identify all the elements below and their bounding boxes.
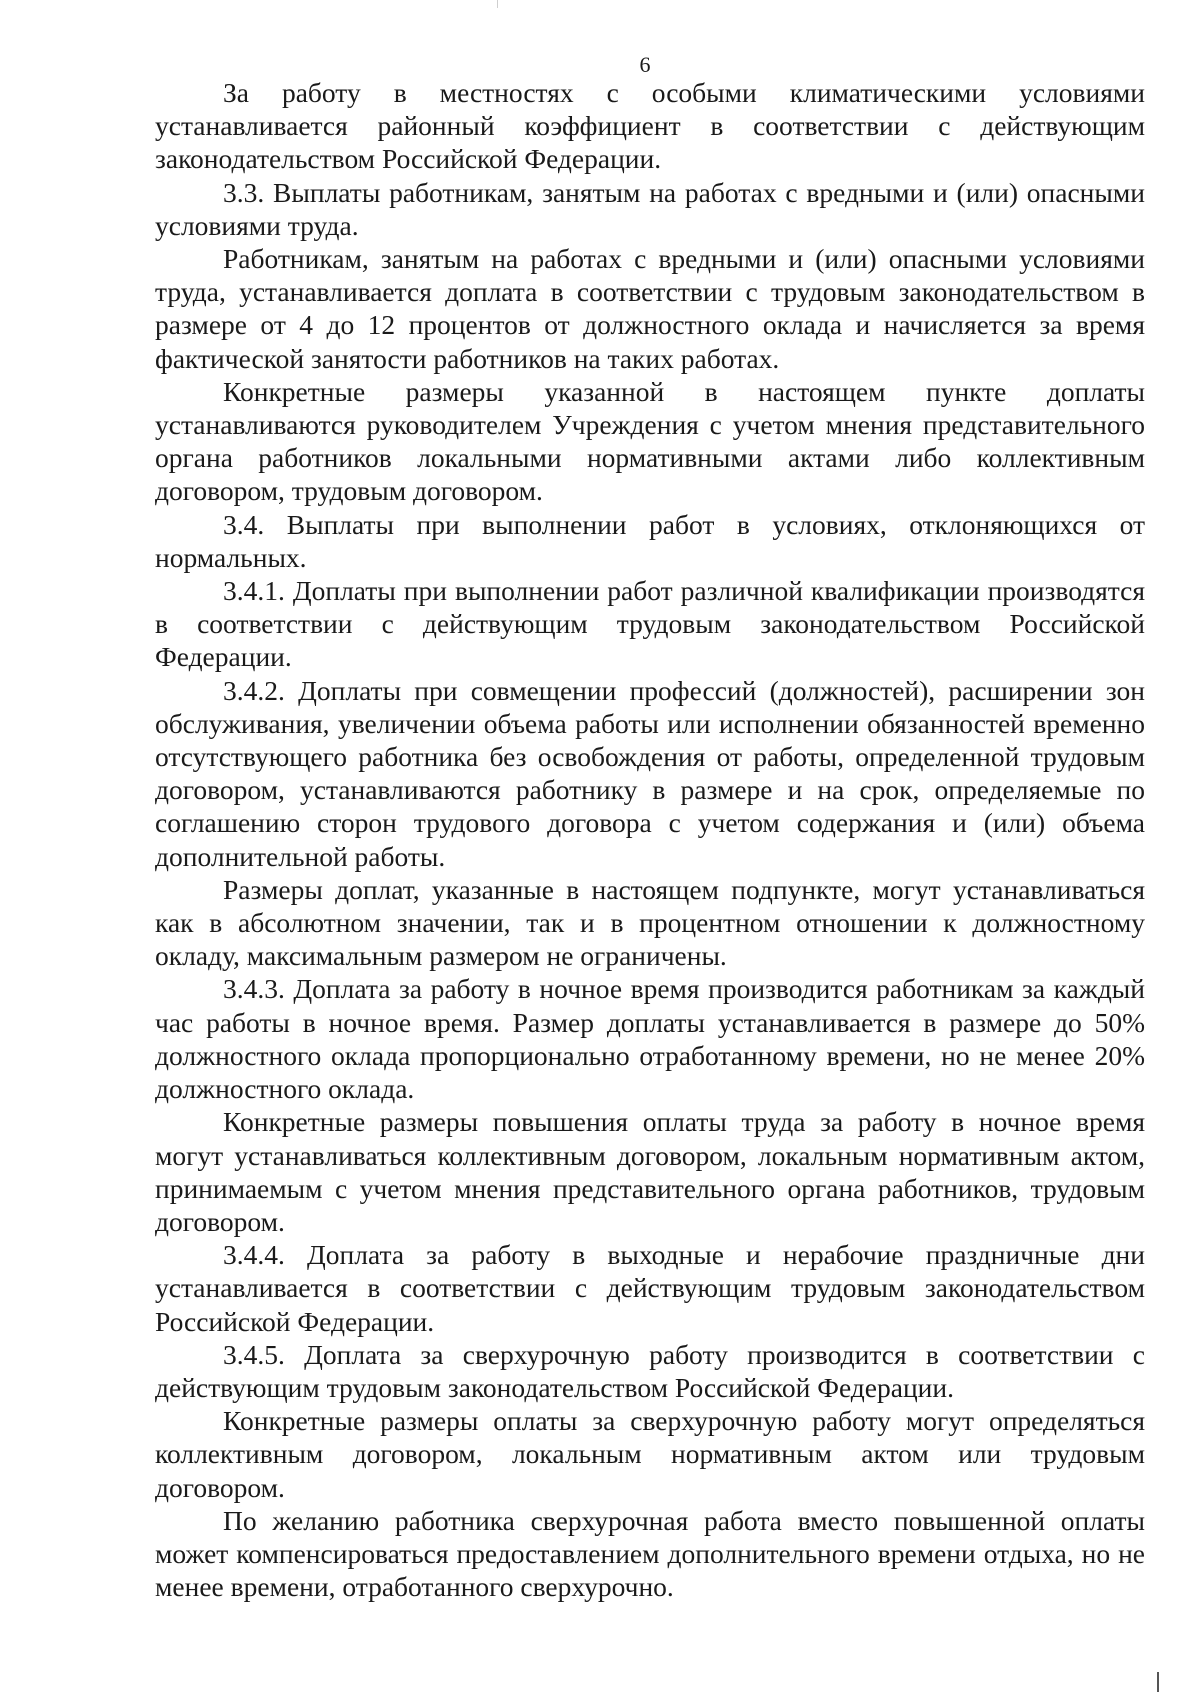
document-body <box>155 76 1145 1603</box>
page-number: 6 <box>639 52 651 77</box>
clause-3-4-1: 3.4.1. Доплаты при выполнении работ различной квалификации производятся в соответствии с действующим трудовым законодательством Российской Федерации. <box>155 575 1145 673</box>
section-heading-3-3: 3.3. Выплаты работникам, занятым на работах с вредными и (или) опасными условиями труда. <box>155 176 1145 241</box>
clause-3-4-5: 3.4.5. Доплата за сверхурочную работу производится в соответствии с действующим трудовым законодательством Российской Федерации. <box>155 1338 1145 1403</box>
clause-3-4-3: 3.4.3. Доплата за работу в ночное время производится работникам за каждый час работы в ночное время. Размер доплаты устанавливается в размере до 50% должностного оклада пропорционально отработанному времени, но не менее 20% должностного оклада. <box>155 973 1145 1105</box>
paragraph-hazardous-pay-amounts: Конкретные размеры указанной в настоящем пункте доплаты устанавливаются руководителем Учреждения с учетом мнения представительного органа работников локальными нормативными актами либо коллективным договором, трудовым договором. <box>155 375 1145 507</box>
section-heading-3-4: 3.4. Выплаты при выполнении работ в условиях, отклоняющихся от нормальных. <box>155 508 1145 573</box>
paragraph-night-pay-amounts: Конкретные размеры повышения оплаты труда за работу в ночное время могут устанавливаться коллективным договором, локальным нормативным актом, принимаемым с учетом мнения представительного органа работников, трудовым договором. <box>155 1106 1145 1237</box>
scan-mark-bottom <box>1157 1672 1159 1692</box>
paragraph-hazardous-conditions-pay: Работникам, занятым на работах с вредными и (или) опасными условиями труда, устанавливается доплата в соответствии с трудовым законодательством в размере от 4 до 12 процентов от должностного оклада и начисляется за время фактической занятости работников на таких работах. <box>155 243 1145 374</box>
clause-3-4-4: 3.4.4. Доплата за работу в выходные и нерабочие праздничные дни устанавливается в соответствии с действующим трудовым законодательством Российской Федерации. <box>155 1239 1145 1337</box>
scan-mark-top <box>497 0 498 8</box>
paragraph-regional-coefficient: За работу в местностях с особыми климатическими условиями устанавливается районный коэффициент в соответствии с действующим законодательством Российской Федерации. <box>155 77 1145 175</box>
clause-3-4-2: 3.4.2. Доплаты при совмещении профессий (должностей), расширении зон обслуживания, увеличении объема работы или исполнении обязанностей временно отсутствующего работника без освобождения от работы, определенной трудовым договором, устанавливаются работнику в размере и на срок, определяемые по соглашению сторон трудового договора с учетом содержания и (или) объема дополнительной работы. <box>155 674 1145 872</box>
paragraph-combination-pay-amounts: Размеры доплат, указанные в настоящем подпункте, могут устанавливаться как в абсолютном значении, так и в процентном отношении к должностному окладу, максимальным размером не ограничены. <box>155 873 1145 972</box>
paragraph-overtime-pay-amounts: Конкретные размеры оплаты за сверхурочную работу могут определяться коллективным договором, локальным нормативным актом или трудовым договором. <box>155 1405 1145 1503</box>
paragraph-overtime-rest-compensation: По желанию работника сверхурочная работа вместо повышенной оплаты может компенсироваться предоставлением дополнительного времени отдыха, но не менее времени, отработанного сверхурочно. <box>155 1504 1145 1603</box>
